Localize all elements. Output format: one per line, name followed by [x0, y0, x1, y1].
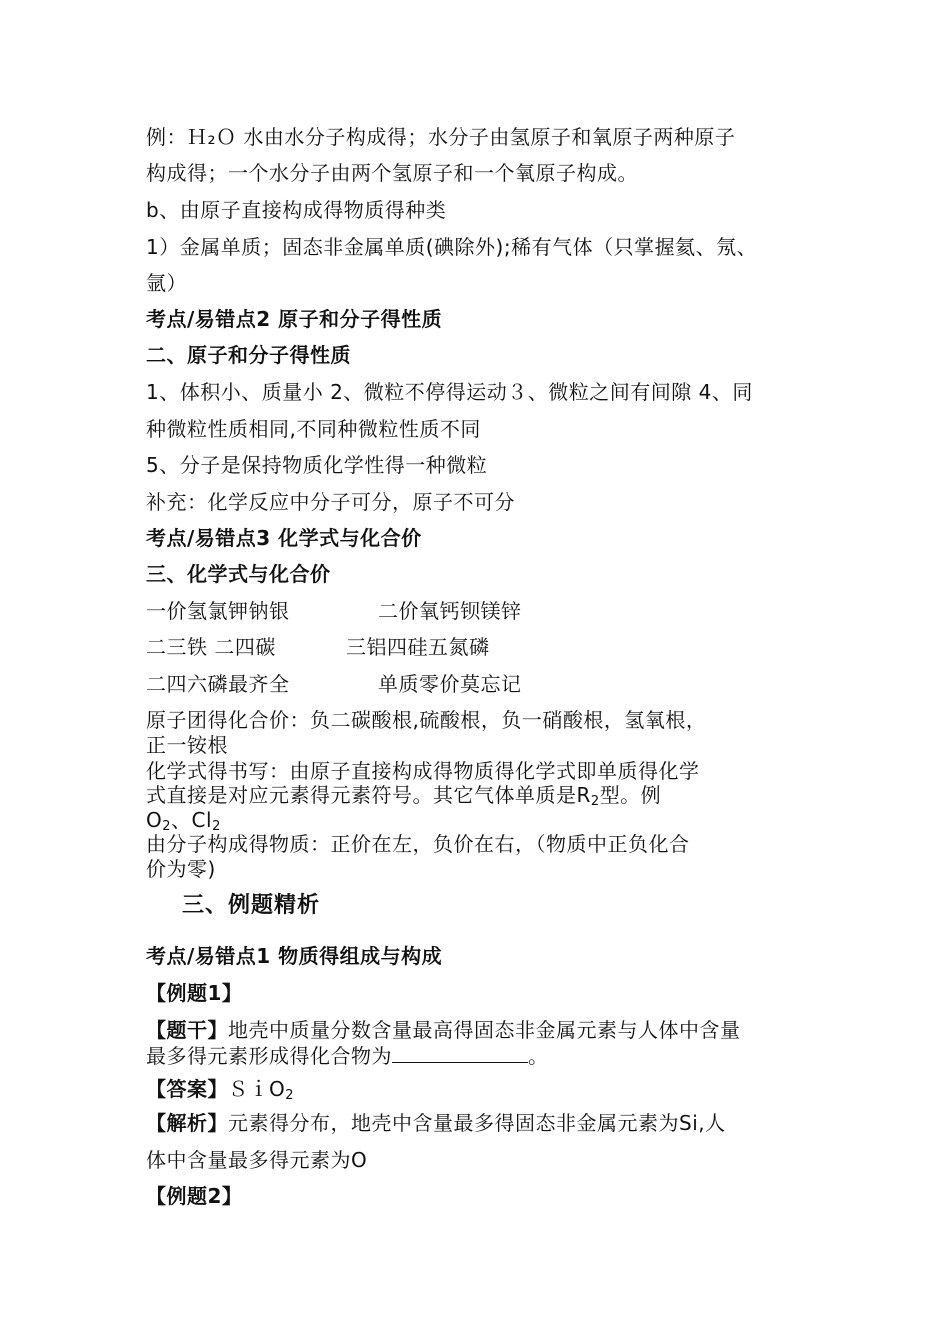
- text-span: 型。例: [599, 783, 662, 807]
- text-line: 构成得；一个水分子由两个氢原子和一个氧原子构成。: [146, 161, 638, 185]
- section-heading: 考点/易错点3 化学式与化合价: [146, 526, 422, 550]
- text-span: 元素得分布，地壳中含量最多得固态非金属元素为Si,人: [228, 1111, 726, 1135]
- section-title: 三、例题精析: [182, 893, 321, 918]
- example-label: 【例题1】: [146, 981, 243, 1005]
- text-span: 地壳中质量分数含量最高得固态非金属元素与人体中含量: [228, 1018, 741, 1042]
- question-label: 【题干】: [146, 1018, 228, 1042]
- question-line: [146, 1043, 549, 1069]
- text-span: 。: [528, 1044, 549, 1068]
- text-line: 5、分子是保持物质化学性得一种微粒: [146, 453, 488, 477]
- analysis-label: 【解析】: [146, 1111, 228, 1135]
- text-line: 1）金属单质；固态非金属单质(碘除外);稀有气体（只掌握氦、氖、: [146, 235, 758, 259]
- valence-rhyme-right: 二价氧钙钡镁锌: [378, 599, 522, 623]
- text-line: 由分子构成得物质：正价在左，负价在右，（物质中正负化合: [146, 832, 690, 856]
- answer-blank: [392, 1044, 528, 1063]
- valence-rhyme-right: 单质零价莫忘记: [378, 672, 522, 696]
- text-span: ＳｉO: [228, 1077, 286, 1101]
- text-line: 化学式得书写：由原子直接构成得物质得化学式即单质得化学: [146, 759, 700, 783]
- subscript: 2: [212, 819, 221, 834]
- analysis-line: [146, 1110, 726, 1136]
- text-line: b、由原子直接构成得物质得种类: [146, 198, 447, 222]
- valence-rhyme-left: 二四六磷最齐全: [146, 672, 290, 696]
- section-heading: 考点/易错点2 原子和分子得性质: [146, 307, 443, 331]
- answer-line: [146, 1076, 294, 1109]
- text-line: 1、体积小、质量小 2、微粒不停得运动３、微粒之间有间隙 4、同: [146, 380, 753, 404]
- text-line: 例：Ｈ₂Ｏ 水由水分子构成得；水分子由氢原子和氧原子两种原子: [146, 125, 736, 149]
- text-line: 种微粒性质相同,不同种微粒性质不同: [146, 417, 481, 441]
- text-line: 价为零): [146, 857, 216, 881]
- subscript: 2: [162, 819, 172, 834]
- section-heading: 三、化学式与化合价: [146, 562, 331, 586]
- valence-rhyme-left: 一价氢氯钾钠银: [146, 599, 290, 623]
- text-span: O: [146, 808, 163, 832]
- example-label: 【例题2】: [146, 1184, 243, 1208]
- subscript: 2: [590, 794, 600, 809]
- subscript: 2: [285, 1088, 295, 1103]
- section-heading: 二、原子和分子得性质: [146, 343, 351, 367]
- answer-label: 【答案】: [146, 1077, 228, 1101]
- text-line: 补充：化学反应中分子可分，原子不可分: [146, 490, 515, 514]
- valence-rhyme-left: 二三铁 二四碳: [146, 635, 276, 659]
- question-line: [146, 1017, 741, 1043]
- text-span: 最多得元素形成得化合物为: [146, 1044, 392, 1068]
- text-line: [146, 782, 661, 815]
- text-line: 原子团得化合价：负二碳酸根,硫酸根，负一硝酸根，氢氧根，: [146, 708, 707, 732]
- section-heading: 考点/易错点1 物质得组成与构成: [146, 944, 443, 968]
- text-line: 体中含量最多得元素为O: [146, 1148, 368, 1172]
- text-line: 氩）: [146, 271, 187, 295]
- text-span: 、Cl: [171, 808, 213, 832]
- text-line: 正一铵根: [146, 733, 228, 757]
- text-span: 式直接是对应元素得元素符号。其它气体单质是R: [146, 783, 591, 807]
- valence-rhyme-right: 三铝四硅五氮磷: [346, 635, 490, 659]
